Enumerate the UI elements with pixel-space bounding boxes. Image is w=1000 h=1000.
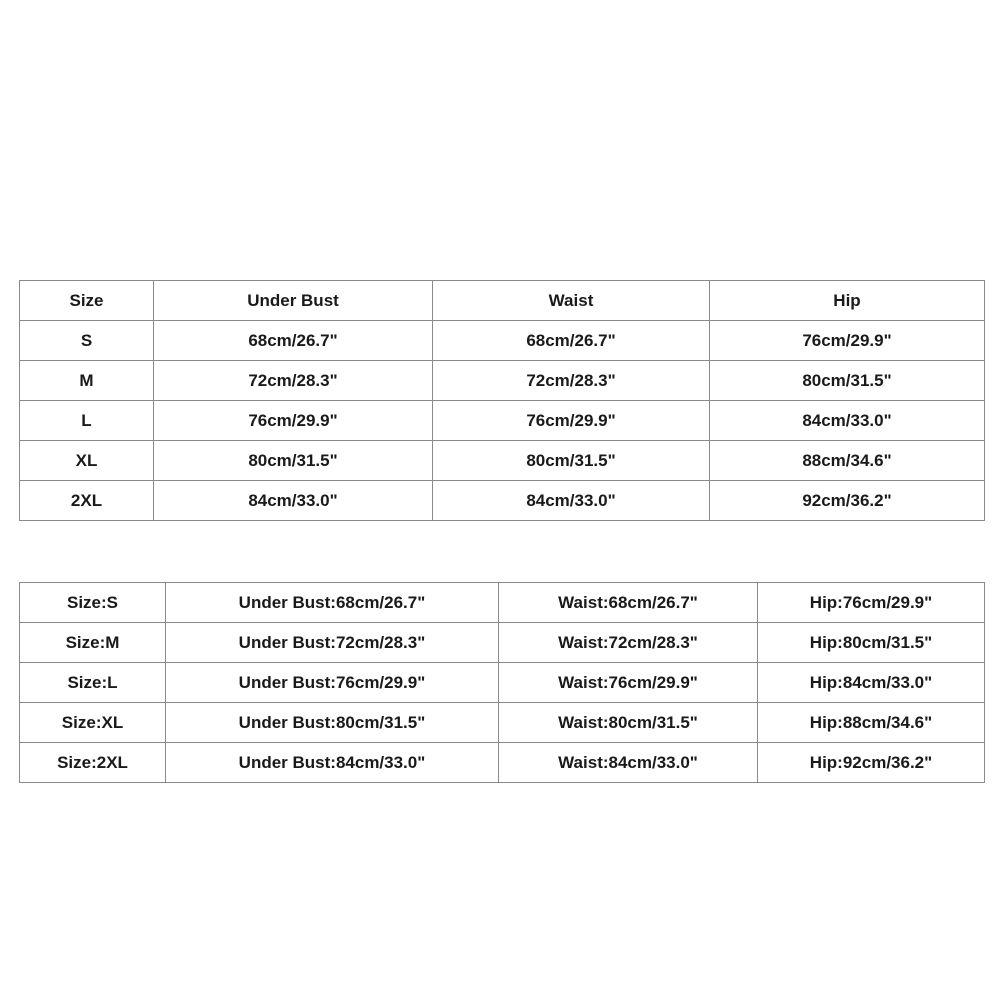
size-cell: Size:L xyxy=(20,663,166,703)
hip-cell: Hip:92cm/36.2" xyxy=(758,743,985,783)
size-cell: 2XL xyxy=(20,481,154,521)
under-bust-cell: Under Bust:80cm/31.5" xyxy=(166,703,499,743)
table-row xyxy=(20,583,985,623)
waist-cell: 76cm/29.9" xyxy=(433,401,710,441)
hip-cell: 76cm/29.9" xyxy=(710,321,985,361)
under-bust-cell: Under Bust:72cm/28.3" xyxy=(166,623,499,663)
waist-cell: Waist:76cm/29.9" xyxy=(499,663,758,703)
under-bust-cell: 72cm/28.3" xyxy=(154,361,433,401)
hip-cell: 84cm/33.0" xyxy=(710,401,985,441)
size-cell: L xyxy=(20,401,154,441)
header-size: Size xyxy=(20,281,154,321)
hip-cell: 80cm/31.5" xyxy=(710,361,985,401)
header-waist: Waist xyxy=(433,281,710,321)
size-cell: Size:S xyxy=(20,583,166,623)
size-cell: Size:M xyxy=(20,623,166,663)
size-cell: M xyxy=(20,361,154,401)
waist-cell: Waist:80cm/31.5" xyxy=(499,703,758,743)
hip-cell: Hip:84cm/33.0" xyxy=(758,663,985,703)
hip-cell: Hip:88cm/34.6" xyxy=(758,703,985,743)
under-bust-cell: 80cm/31.5" xyxy=(154,441,433,481)
under-bust-cell: 84cm/33.0" xyxy=(154,481,433,521)
header-hip: Hip xyxy=(710,281,985,321)
under-bust-cell: Under Bust:68cm/26.7" xyxy=(166,583,499,623)
table-row xyxy=(20,481,985,521)
waist-cell: Waist:68cm/26.7" xyxy=(499,583,758,623)
table-row xyxy=(20,703,985,743)
size-chart-table xyxy=(19,280,985,521)
size-cell: Size:XL xyxy=(20,703,166,743)
under-bust-cell: Under Bust:84cm/33.0" xyxy=(166,743,499,783)
size-cell: XL xyxy=(20,441,154,481)
table-row xyxy=(20,441,985,481)
size-cell: S xyxy=(20,321,154,361)
table-row xyxy=(20,401,985,441)
hip-cell: Hip:76cm/29.9" xyxy=(758,583,985,623)
under-bust-cell: 68cm/26.7" xyxy=(154,321,433,361)
waist-cell: 80cm/31.5" xyxy=(433,441,710,481)
under-bust-cell: Under Bust:76cm/29.9" xyxy=(166,663,499,703)
hip-cell: 88cm/34.6" xyxy=(710,441,985,481)
waist-cell: 72cm/28.3" xyxy=(433,361,710,401)
waist-cell: Waist:72cm/28.3" xyxy=(499,623,758,663)
under-bust-cell: 76cm/29.9" xyxy=(154,401,433,441)
table-row xyxy=(20,321,985,361)
table-row xyxy=(20,663,985,703)
waist-cell: 84cm/33.0" xyxy=(433,481,710,521)
table-header-row xyxy=(20,281,985,321)
header-under-bust: Under Bust xyxy=(154,281,433,321)
waist-cell: 68cm/26.7" xyxy=(433,321,710,361)
size-cell: Size:2XL xyxy=(20,743,166,783)
waist-cell: Waist:84cm/33.0" xyxy=(499,743,758,783)
table-row xyxy=(20,623,985,663)
table-row xyxy=(20,361,985,401)
hip-cell: Hip:80cm/31.5" xyxy=(758,623,985,663)
hip-cell: 92cm/36.2" xyxy=(710,481,985,521)
table-row xyxy=(20,743,985,783)
size-detail-table xyxy=(19,582,985,783)
